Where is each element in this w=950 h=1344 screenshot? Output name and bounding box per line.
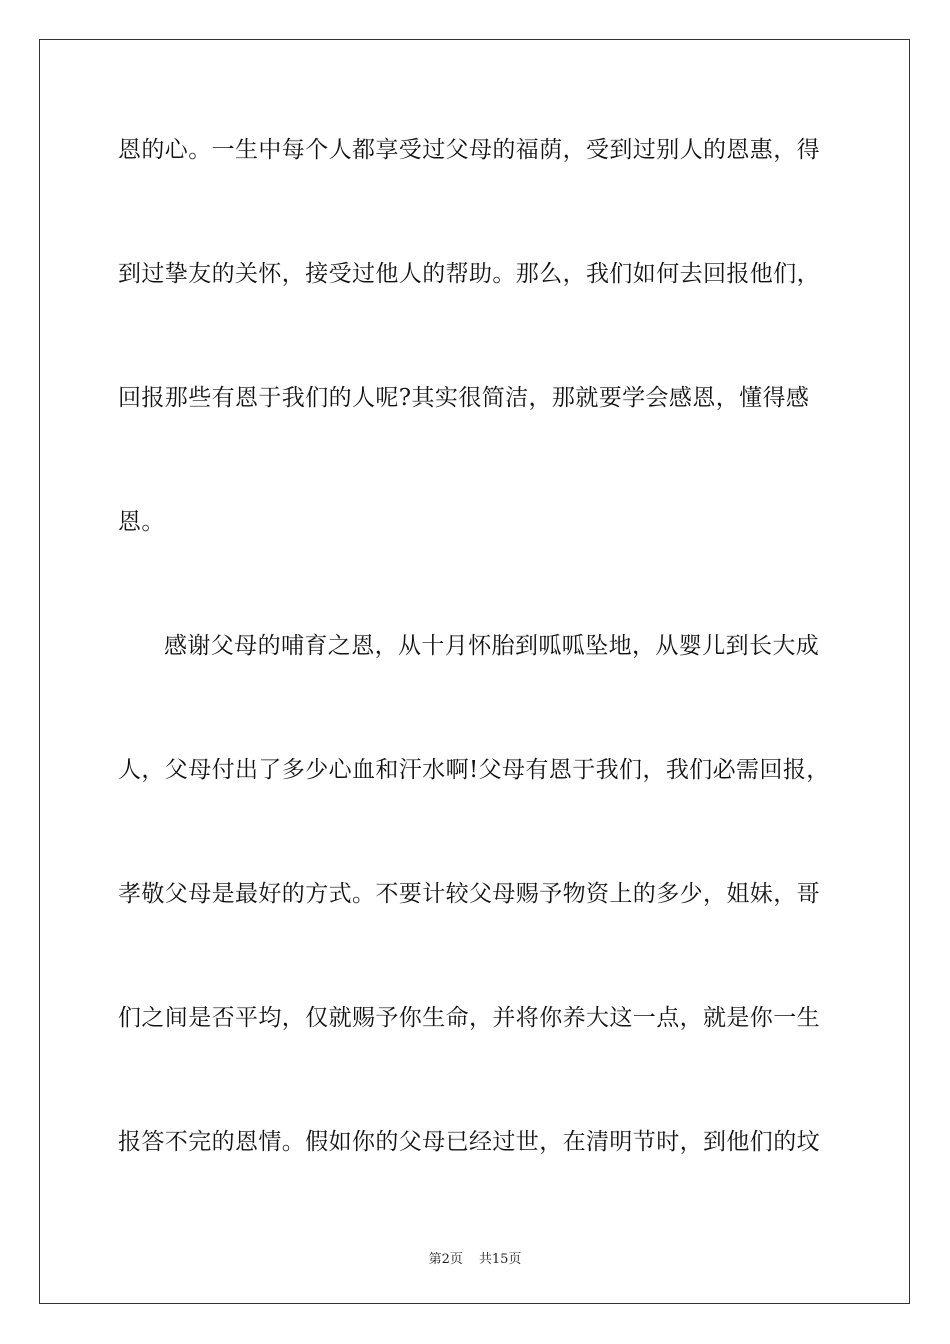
text-line-2: 到过挚友的关怀，接受过他人的帮助。那么，我们如何去回报他们， (118, 261, 820, 287)
text-line-7: 孝敬父母是最好的方式。不要计较父母赐予物资上的多少，姐妹，哥 (118, 881, 820, 907)
page-total: 共15页 (478, 1252, 522, 1267)
text-line-3: 回报那些有恩于我们的人呢?其实很简洁，那就要学会感恩，懂得感 (118, 385, 810, 411)
text-line-4: 恩。 (118, 509, 165, 535)
page-number: 第2页 (428, 1252, 463, 1267)
text-line-1: 恩的心。一生中每个人都享受过父母的福荫，受到过别人的恩惠，得 (118, 137, 820, 163)
page-footer (0, 1248, 950, 1267)
text-line-6: 人，父母付出了多少心血和汗水啊!父母有恩于我们，我们必需回报， (118, 757, 830, 783)
text-line-8: 们之间是否平均，仅就赐予你生命，并将你养大这一点，就是你一生 (118, 1005, 820, 1031)
text-line-9: 报答不完的恩情。假如你的父母已经过世，在清明节时，到他们的坟 (118, 1129, 820, 1155)
text-line-5: 感谢父母的哺育之恩，从十月怀胎到呱呱坠地，从婴儿到长大成 (164, 633, 820, 659)
page-border (39, 39, 910, 1304)
